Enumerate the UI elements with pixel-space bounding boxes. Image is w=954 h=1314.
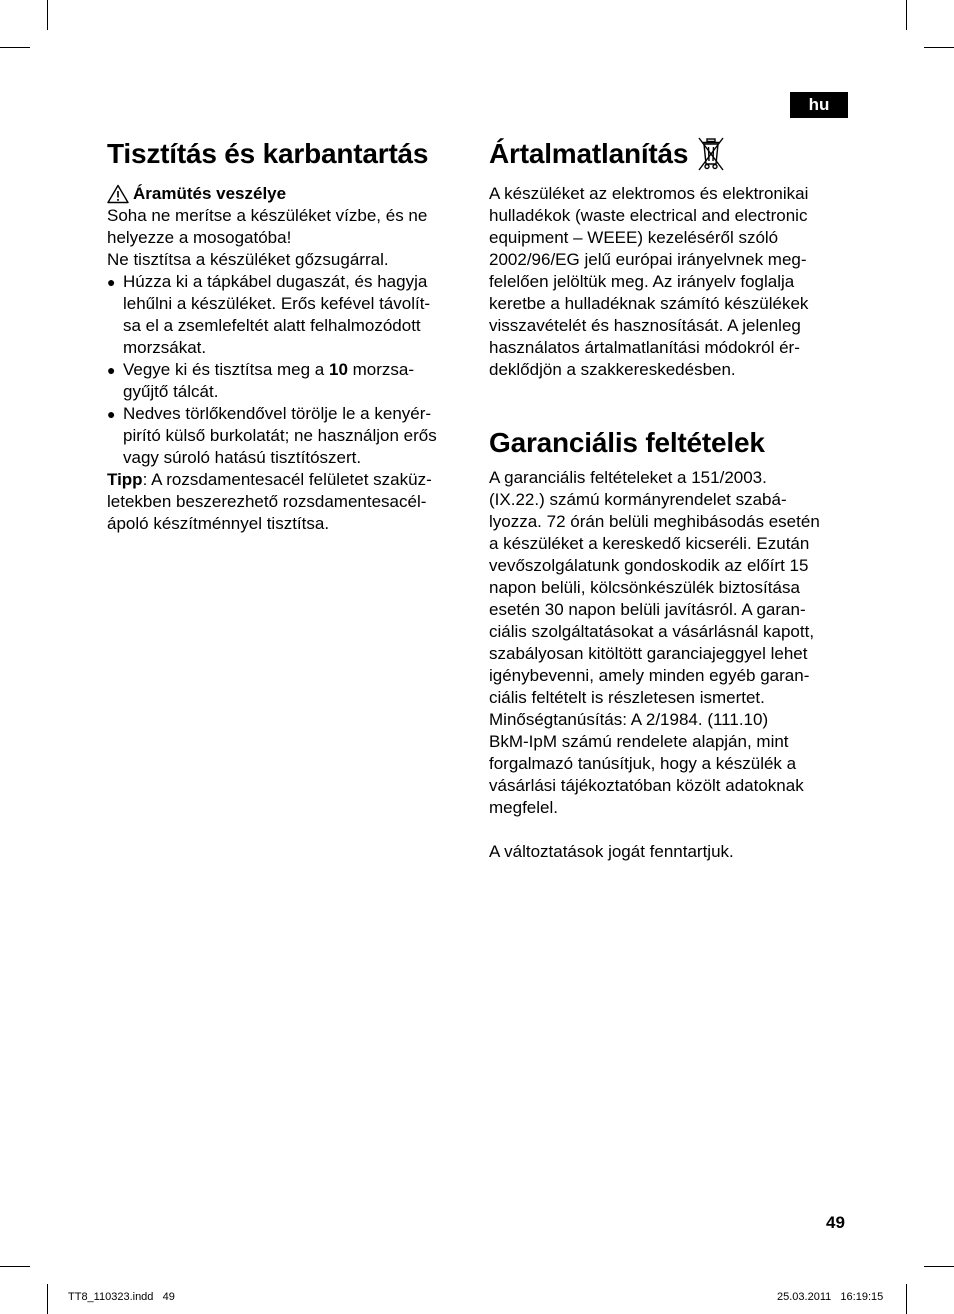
warranty-line: esetén 30 napon belüli javításról. A garan- [489, 600, 806, 619]
disposal-line: keretbe a hulladéknak számító készülékek [489, 294, 809, 313]
warranty-line: a készüléket a kereskedő kicseréli. Ezután [489, 534, 810, 553]
warning-label: Áramütés veszélye [133, 184, 287, 203]
tip-paragraph [107, 469, 467, 535]
disposal-paragraph [489, 183, 854, 381]
part-number: 10 [328, 360, 348, 379]
tip-line: letekben beszerezhető rozsdamentesacél- [107, 492, 427, 511]
crop-mark-bottom-left-v [47, 1284, 48, 1314]
tip-line: ápoló készítménnyel tisztítsa. [107, 514, 330, 533]
intro-line: Soha ne merítse a készüléket vízbe, és ne [107, 206, 428, 225]
slug-filename: TT8_110323.indd [68, 1291, 154, 1303]
crossed-out-wheelie-bin-icon [696, 136, 726, 172]
list-item [107, 359, 467, 403]
slug-timestamp [777, 1291, 883, 1303]
list-item-line: Nedves törlőkendővel törölje le a kenyér- [123, 404, 432, 423]
tip-line [107, 469, 467, 491]
disposal-line: visszavételét és hasznosítását. A jelenleg [489, 316, 801, 335]
list-item-line: pirító külső burkolatát; ne használjon erős [123, 426, 437, 445]
warranty-line: vásárlási tájékoztatóban közölt adatoknak [489, 776, 804, 795]
list-item-text: morzsa- [347, 360, 415, 379]
page-number: 49 [826, 1213, 845, 1232]
warranty-line: szabályosan kitöltött garanciajeggyel lehet [489, 644, 808, 663]
tip-label: Tipp [107, 470, 143, 489]
disposal-line: 2002/96/EG jelű európai irányelvnek meg- [489, 250, 807, 269]
crop-mark-top-right-h [924, 47, 954, 48]
warranty-line: vevőszolgálatunk gondoskodik az előírt 15 [489, 556, 809, 575]
list-item-line: lehűlni a készüléket. Erős kefével távolít- [123, 294, 431, 313]
warranty-line: ciális szolgáltatásokat a vásárlásnál kapott, [489, 622, 815, 641]
crop-mark-top-left-v [47, 0, 48, 30]
warranty-paragraph [489, 467, 854, 819]
list-item-text: Vegye ki és tisztítsa meg a [123, 360, 329, 379]
warranty-line: ciális feltételt is részletesen ismertet. [489, 688, 765, 707]
left-column [107, 136, 467, 535]
disposal-line: felelően jelöltük meg. Az irányelv foglalja [489, 272, 795, 291]
disposal-title: Ártalmatlanítás [489, 138, 689, 169]
slug-file [68, 1291, 175, 1303]
disposal-heading [489, 136, 854, 172]
list-item-line: vagy súroló hatású tisztítószert. [123, 448, 362, 467]
warranty-line: napon belüli, kölcsönkészülék biztosítása [489, 578, 800, 597]
language-tab: hu [790, 92, 848, 118]
crop-mark-bottom-right-h [924, 1266, 954, 1267]
warranty-line: lyozza. 72 órán belüli meghibásodás esetén [489, 512, 820, 531]
warranty-line: Minőségtanúsítás: A 2/1984. (111.10) [489, 710, 769, 729]
right-column [489, 136, 854, 863]
warranty-line: megfelel. [489, 798, 558, 817]
warranty-title: Garanciális feltételek [489, 427, 765, 458]
cleaning-steps-list [107, 271, 467, 469]
slug-date: 25.03.2011 [777, 1291, 832, 1303]
crop-mark-top-right-v [906, 0, 907, 30]
crop-mark-top-left-h [0, 47, 30, 48]
warranty-line: igénybevenni, amely minden egyéb garan- [489, 666, 810, 685]
disposal-line: equipment – WEEE) kezeléséről szóló [489, 228, 779, 247]
list-item-line: gyűjtő tálcát. [123, 382, 219, 401]
list-item [107, 403, 467, 469]
warranty-line: forgalmazó tanúsítjuk, hogy a készülék a [489, 754, 797, 773]
rights-reserved-note: A változtatások jogát fenntartjuk. [489, 842, 734, 861]
list-item-line: sa el a zsemlefeltét alatt felhalmozódott [123, 316, 421, 335]
disposal-line: deklődjön a szakkereskedésben. [489, 360, 736, 379]
intro-paragraph [107, 205, 467, 271]
slug-page: 49 [162, 1291, 175, 1303]
bullet-icon: ● [107, 362, 116, 378]
list-item-line [123, 359, 467, 381]
warning-triangle-icon [107, 184, 129, 204]
bullet-icon: ● [107, 406, 116, 422]
disposal-line: hulladékok (waste electrical and electronic [489, 206, 808, 225]
list-item-line: morzsákat. [123, 338, 207, 357]
paragraph-spacer [489, 819, 854, 841]
list-item [107, 271, 467, 359]
disposal-line: használatos ártalmatlanítási módokról ér- [489, 338, 800, 357]
crop-mark-bottom-right-v [906, 1284, 907, 1314]
bullet-icon: ● [107, 274, 116, 290]
warranty-line: (IX.22.) számú kormányrendelet szabá- [489, 490, 787, 509]
tip-text: : A rozsdamentesacél felületet szaküz- [142, 470, 432, 489]
warning-heading [107, 183, 467, 205]
slug-time: 16:19:15 [840, 1291, 884, 1303]
warranty-line: A garanciális feltételeket a 151/2003. [489, 468, 767, 487]
cleaning-title: Tisztítás és karbantartás [107, 138, 429, 169]
warranty-line: BkM-IpM számú rendelete alapján, mint [489, 732, 789, 751]
intro-line: Ne tisztítsa a készüléket gőzsugárral. [107, 250, 389, 269]
crop-mark-bottom-left-h [0, 1266, 30, 1267]
disposal-line: A készüléket az elektromos és elektronikai [489, 184, 809, 203]
intro-line: helyezze a mosogatóba! [107, 228, 292, 247]
list-item-line: Húzza ki a tápkábel dugaszát, és hagyja [123, 272, 428, 291]
